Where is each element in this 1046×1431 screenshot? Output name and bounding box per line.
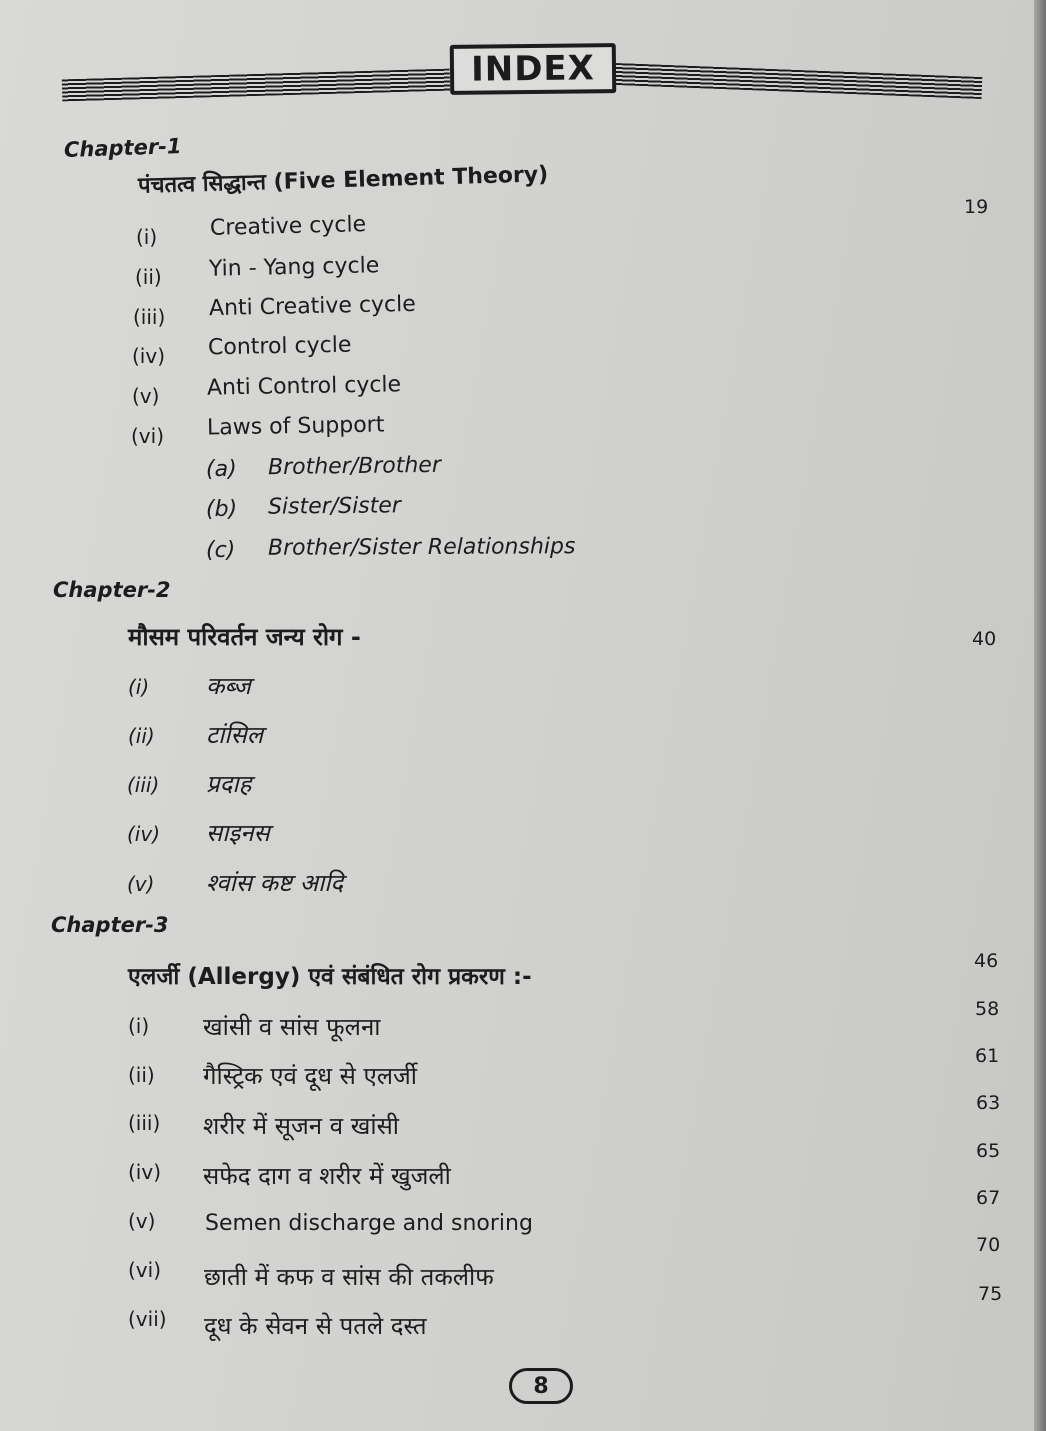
ch1-subitem-num: (c) [206,538,236,563]
ch1-item-num: (iii) [133,305,166,329]
ch3-page-number: 75 [978,1283,1003,1305]
ch1-item-text: Creative cycle [209,212,367,241]
ch2-item-num: (iii) [127,773,160,797]
ch3-page-number: 65 [976,1140,1001,1162]
ch1-item-num: (vi) [131,424,164,448]
ch1-item-text: Laws of Support [206,412,385,441]
ch3-item-text: शरीर में सूजन व खांसी [203,1112,400,1140]
ch1-item-num: (i) [136,225,158,249]
ch3-item-text: गैस्ट्रिक एवं दूध से एलर्जी [203,1062,418,1090]
ch3-page-number: 58 [975,998,1000,1020]
ch3-item-text: सफेद दाग व शरीर में खुजली [203,1162,451,1190]
chapter-3-label: Chapter-3 [51,913,169,937]
index-title-box [450,43,617,95]
chapter-1-page: 19 [964,196,989,218]
ch3-item-num: (i) [128,1014,150,1038]
ch1-subitem-num: (b) [206,497,238,522]
ch3-item-text: छाती में कफ व सांस की तकलीफ [204,1263,494,1291]
ch2-item-num: (iv) [127,822,160,846]
ch2-item-text: टांसिल [206,721,264,749]
ch3-page-number: 70 [976,1234,1001,1256]
ch1-subitem-text: Sister/Sister [267,493,402,520]
ch3-page-number: 46 [974,950,999,972]
ch3-item-num: (ii) [128,1063,155,1087]
ch3-item-num: (vii) [128,1307,167,1331]
ch1-subitem-num: (a) [206,457,237,482]
ch1-item-text: Yin - Yang cycle [208,253,380,282]
ch3-item-text: दूध के सेवन से पतले दस्त [204,1312,427,1340]
ch2-item-text: साइनस [206,819,270,847]
ch1-item-text: Anti Control cycle [206,372,402,401]
ch3-item-num: (iii) [128,1111,161,1135]
ch2-item-num: (v) [127,872,155,896]
ch2-item-text: श्वांस कष्ट आदि [206,869,344,897]
ch1-subitem-text: Brother/Sister Relationships [267,534,576,561]
ch3-page-number: 67 [976,1187,1001,1209]
chapter-1-label: Chapter-1 [63,133,182,163]
ch3-item-text: खांसी व सांस फूलना [203,1013,381,1041]
ch1-item-text: Control cycle [207,332,352,361]
ch3-item-num: (vi) [128,1258,161,1282]
ch3-item-num: (iv) [128,1160,161,1184]
ch2-item-text: प्रदाह [206,770,252,798]
page-edge [1034,0,1046,1431]
chapter-1-heading: पंचतत्व सिद्धान्त (Five Element Theory) [137,162,549,199]
chapter-2-heading: मौसम परिवर्तन जन्य रोग - [128,623,361,651]
page-number: 8 [533,1373,549,1399]
ch3-item-num: (v) [128,1209,156,1233]
page-number-badge [509,1368,573,1404]
ch1-subitem-text: Brother/Brother [267,452,442,481]
ch2-item-text: कब्ज [206,672,251,700]
chapter-3-heading: एलर्जी (Allergy) एवं संबंधित रोग प्रकरण :- [128,964,532,990]
chapter-2-page: 40 [972,628,997,650]
index-title: INDEX [470,48,596,90]
chapter-2-label: Chapter-2 [53,578,171,602]
ch1-item-num: (iv) [132,344,165,368]
ch2-item-num: (ii) [128,724,155,748]
ch3-item-text: Semen discharge and snoring [205,1211,533,1236]
ch1-item-num: (v) [132,384,160,408]
ch1-item-text: Anti Creative cycle [208,291,417,322]
ch3-page-number: 61 [975,1045,1000,1067]
ch2-item-num: (i) [128,675,150,699]
ch3-page-number: 63 [976,1092,1001,1114]
ch1-item-num: (ii) [135,265,162,289]
